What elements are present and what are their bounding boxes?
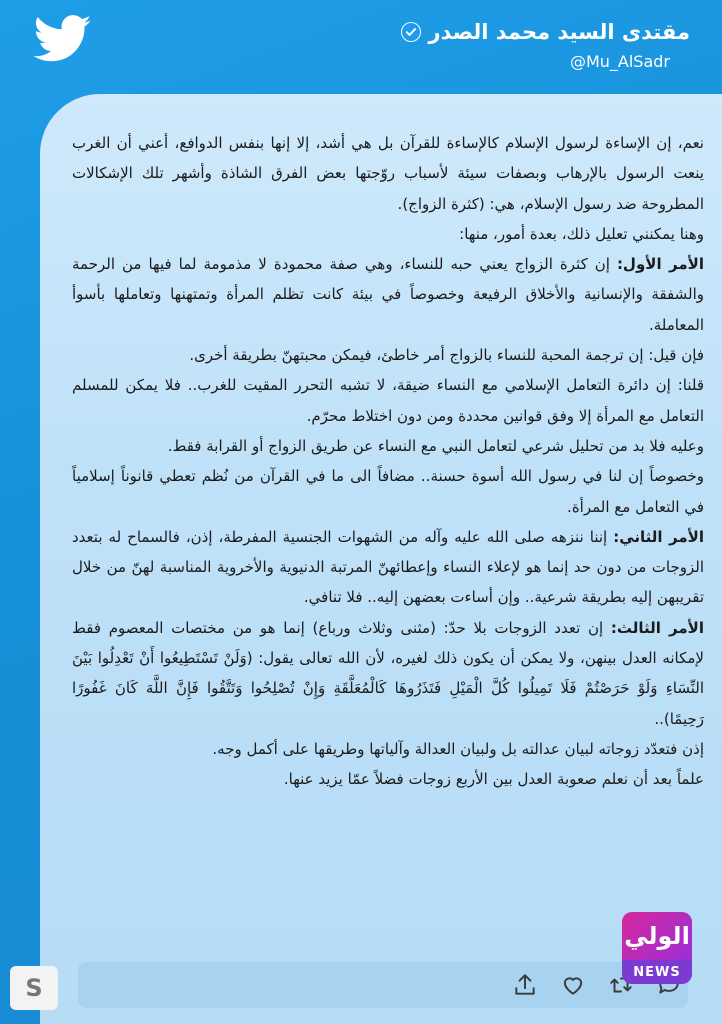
tweet-paragraph bbox=[72, 613, 704, 734]
share-icon[interactable] bbox=[512, 972, 538, 998]
tweet-paragraph: علماً بعد أن نعلم صعوبة العدل بين الأربع زوجات فضلاً عمّا يزيد عنها. bbox=[283, 770, 704, 789]
tweet-paragraph: وعليه فلا بد من تحليل شرعي لتعامل النبي مع النساء عن طريق الزواج أو القرابة فقط. bbox=[167, 436, 704, 455]
tweet-paragraph: فإن قيل: إن ترجمة المحبة للنساء بالزواج أمر خاطئ، فيمكن محبتهنّ بطريقة أخرى. bbox=[189, 346, 704, 365]
tweet-action-bar bbox=[78, 962, 688, 1008]
twitter-bird-icon bbox=[34, 14, 92, 64]
point-three-label: الأمر الثالث: bbox=[610, 618, 704, 637]
tweet-paragraph: وخصوصاً إن لنا في رسول الله أسوة حسنة.. مضافاً الى ما في القرآن من نُظم تعطي قانوناً إسلامياً في التعامل مع المرأة. bbox=[72, 467, 704, 516]
news-watermark-logo bbox=[622, 912, 692, 984]
point-one-label: الأمر الأول: bbox=[616, 255, 704, 274]
tweet-paragraph: وهنا يمكنني تعليل ذلك، بعدة أمور، منها: bbox=[459, 224, 704, 243]
tweet-paragraph: قلنا: إن دائرة التعامل الإسلامي مع النساء ضيقة، لا تشبه التحرر المقيت للغرب.. فلا يمكن للمسلم التعامل مع المرأة إلا وفق قوانين محددة ومن دون اختلاط محرّم. bbox=[72, 376, 704, 425]
account-display-name[interactable] bbox=[401, 20, 691, 44]
tweet-paragraph: نعم، إن الإساءة لرسول الإسلام كالإساءة للقرآن بل هي أشد، إلا إنها بنفس الدوافع، أعني أن الغرب ينعت الرسول بالإرهاب وبصفات سيئة لأسباب روّجتها بعض الفرق الشاذة وأشهر تلك الإشكالات المطروحة ضد رسول الإسلام، هي: (كثرة الزواج). bbox=[72, 134, 704, 213]
tweet-paragraph: إذن فتعدّد زوجاته لبيان عدالته بل ولبيان العدالة وآلياتها وطريقها على أكمل وجه. bbox=[212, 739, 704, 758]
display-name-text: مقتدى السيد محمد الصدر bbox=[428, 20, 690, 44]
avatar[interactable]: S bbox=[10, 966, 58, 1010]
tweet-body bbox=[72, 128, 704, 795]
point-two-label: الأمر الثاني: bbox=[613, 527, 704, 546]
watermark-news-text: NEWS bbox=[622, 960, 692, 984]
tweet-paragraph bbox=[72, 249, 704, 340]
point-three-text: إن تعدد الزوجات بلا حدّ: (مثنى وثلاث ورباع) إنما هو من مختصات المعصوم فقط لإمكانه العدل بينهن، ولا يمكن أن يكون ذلك لغيره، لأن الله تعالى يقول: (وَلَنْ تَسْتَطِيعُوا أَنْ تَعْدِلُوا بَيْنَ النِّسَاءِ وَلَوْ حَرَصْتُمْ فَلَا تَمِيلُوا كُلَّ الْمَيْلِ فَتَذَرُوهَا كَالْمُعَلَّقَةِ وَإِنْ تُصْلِحُوا وَتَتَّقُوا فَإِنَّ اللَّهَ كَانَ غَفُورًا رَحِيمًا).. bbox=[72, 618, 704, 728]
point-two-text: إننا ننزهه صلى الله عليه وآله من الشهوات الجنسية المفرطة، إذن، فالسماح له بتعدد الزوجات من دون حد إنما هو لإعلاء النساء وإعطائهنّ المرتبة الدنيوية والأخروية المناسبة لهنّ من خلال تقريبهن إليه بطريقة شرعية.. وإن أساءت بعضهن إليه.. فلا تنافي. bbox=[72, 527, 704, 607]
like-heart-icon[interactable] bbox=[560, 972, 586, 998]
point-one-text: إن كثرة الزواج يعني حبه للنساء، وهي صفة محمودة لا مذمومة لما فيها من الرحمة والشفقة والإنسانية والأخلاق الرفيعة وخصوصاً في بيئة كانت تظلم المرأة وتمتهنها وتعاملها بأسوأ المعاملة. bbox=[72, 255, 704, 334]
account-handle[interactable]: @Mu_AlSadr bbox=[569, 52, 670, 71]
verified-badge-icon bbox=[401, 22, 421, 42]
tweet-paragraph bbox=[72, 522, 704, 613]
watermark-arabic-text: الولي bbox=[622, 912, 692, 960]
